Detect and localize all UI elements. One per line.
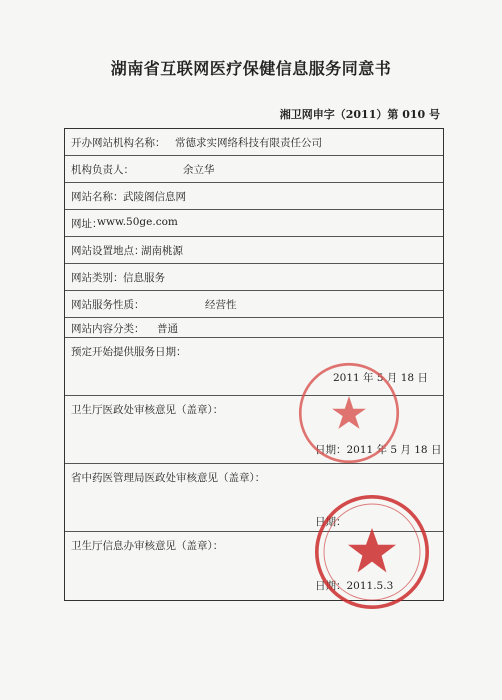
row-person (65, 156, 443, 183)
site-name-label: 网站名称： (71, 191, 124, 203)
health-review-date: 日期：2011 年 5 月 18 日 (315, 444, 442, 456)
service-nature-value: 经营性 (205, 299, 237, 311)
row-service-nature (65, 291, 443, 318)
row-org-name (65, 129, 443, 156)
row-site-name (65, 183, 443, 210)
document-title: 湖南省互联网医疗保健信息服务同意书 (110, 59, 392, 78)
info-office-seal (312, 492, 432, 612)
service-nature-label: 网站服务性质： (71, 299, 145, 311)
person-label: 机构负责人： (71, 164, 134, 176)
site-type-label: 网站类别： (71, 272, 124, 284)
content-category-value: 普通 (157, 323, 178, 335)
row-content-category (65, 318, 443, 338)
url-label: 网址： (71, 218, 103, 230)
row-location (65, 237, 443, 264)
content-category-label: 网站内容分类： (71, 323, 145, 335)
url-value: www.50ge.com (97, 216, 178, 228)
org-name-value: 常德求实网络科技有限责任公司 (175, 137, 322, 149)
tcm-review-date: 日期： (315, 516, 347, 528)
document-number: 湘卫网申字（2011）第 010 号 (279, 108, 440, 121)
location-value: 湖南桃源 (141, 245, 183, 257)
start-date-label: 预定开始提供服务日期： (71, 346, 187, 358)
medical-admin-seal (296, 360, 402, 466)
health-review-label: 卫生厅医政处审核意见（盖章）： (71, 404, 224, 416)
row-url (65, 210, 443, 237)
start-date-value: 2011 年 5 月 18 日 (333, 372, 428, 384)
site-name-value: 武陵阁信息网 (123, 191, 186, 203)
site-type-value: 信息服务 (123, 272, 165, 284)
row-site-type (65, 264, 443, 291)
info-review-date: 日期：2011.5.3 (315, 580, 394, 592)
tcm-review-label: 省中药医管理局医政处审核意见（盖章）： (71, 472, 266, 484)
person-value: 余立华 (183, 164, 215, 176)
info-review-label: 卫生厅信息办审核意见（盖章）： (71, 540, 224, 552)
org-name-label: 开办网站机构名称： (71, 137, 166, 149)
location-label: 网站设置地点： (71, 245, 145, 257)
